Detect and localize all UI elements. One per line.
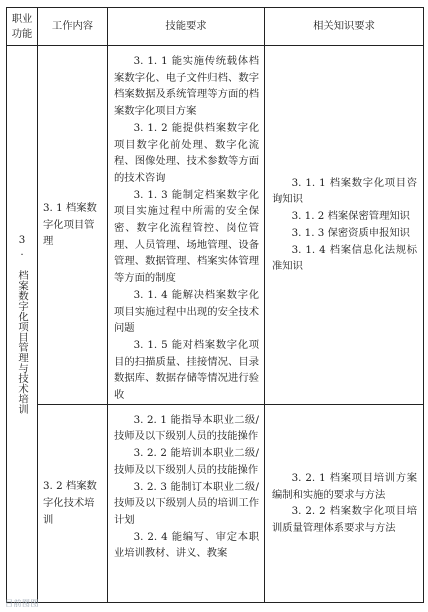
knowledge-cell-2 xyxy=(265,404,424,602)
skill-item: 3. 2. 2 能培训本职业二级/技师及以下级别人员的技能操作 xyxy=(114,447,259,476)
table-header-row xyxy=(7,8,424,46)
knowledge-item: 3. 1. 1 档案数字化项目咨询知识 xyxy=(272,176,417,206)
header-function xyxy=(7,8,38,46)
skill-item: 3. 2. 1 能指导本职业二级/技师及以下级别人员的技能操作 xyxy=(114,413,259,443)
knowledge-item: 3. 1. 3 保密资质申报知识 xyxy=(291,226,410,239)
work-label-2: 3. 2 档案数字化技术培训 xyxy=(43,480,97,526)
skill-cell-2 xyxy=(108,404,265,602)
skill-item: 3. 1. 5 能对档案数字化项目的扫描质量、挂接情况、目录数据库、数据存储等情况进行验收 xyxy=(114,338,259,402)
header-function-label: 职业功能 xyxy=(11,12,33,40)
work-cell-1 xyxy=(38,46,108,405)
skill-item: 3. 1. 3 能制定档案数字化项目实施过程中所需的安全保密、数字化流程管控、岗位管理、人员管理、场地管理、设备管理、数据管理、档案实体管理等方面的制度 xyxy=(114,188,259,285)
function-label: 3. 档案数字化项目管理与技术培训 xyxy=(16,233,28,414)
watermark: 目前图图 xyxy=(5,599,39,608)
header-skill: 技能要求 xyxy=(108,8,265,46)
knowledge-item: 3. 2. 2 档案数字化项目培训质量管理体系要求与方法 xyxy=(272,505,417,534)
skills-table xyxy=(6,7,424,603)
work-cell-2 xyxy=(38,404,108,602)
skill-item: 3. 1. 2 能提供档案数字化项目数字化前处理、数字化流程、图像处理、技术参数等方面的技术咨询 xyxy=(114,121,259,184)
table-row xyxy=(7,46,424,405)
header-knowledge: 相关知识要求 xyxy=(265,8,424,46)
skill-item: 3. 1. 4 能解决档案数字化项目实施过程中出现的安全技术问题 xyxy=(114,288,259,335)
function-cell xyxy=(7,46,38,603)
table-row xyxy=(7,404,424,602)
knowledge-cell-1 xyxy=(265,46,424,405)
skill-item: 3. 1. 1 能实施传统载体档案数字化、电子文件归档、数字档案数据及系统管理等方面的档案数字化项目方案 xyxy=(114,55,259,118)
skill-item: 3. 2. 3 能制订本职业二级/技师及以下级别人员的培训工作计划 xyxy=(114,480,259,526)
header-work: 工作内容 xyxy=(38,8,108,46)
knowledge-item: 3. 1. 2 档案保密管理知识 xyxy=(291,210,410,223)
knowledge-item: 3. 1. 4 档案信息化法规标准知识 xyxy=(272,243,417,273)
work-label-1: 3. 1 档案数字化项目管理 xyxy=(43,201,97,248)
skill-cell-1 xyxy=(108,46,265,405)
skill-item: 3. 2. 4 能编写、审定本职业培训教材、讲义、教案 xyxy=(114,530,259,560)
knowledge-item: 3. 2. 1 档案项目培训方案编制和实施的要求与方法 xyxy=(272,471,417,501)
